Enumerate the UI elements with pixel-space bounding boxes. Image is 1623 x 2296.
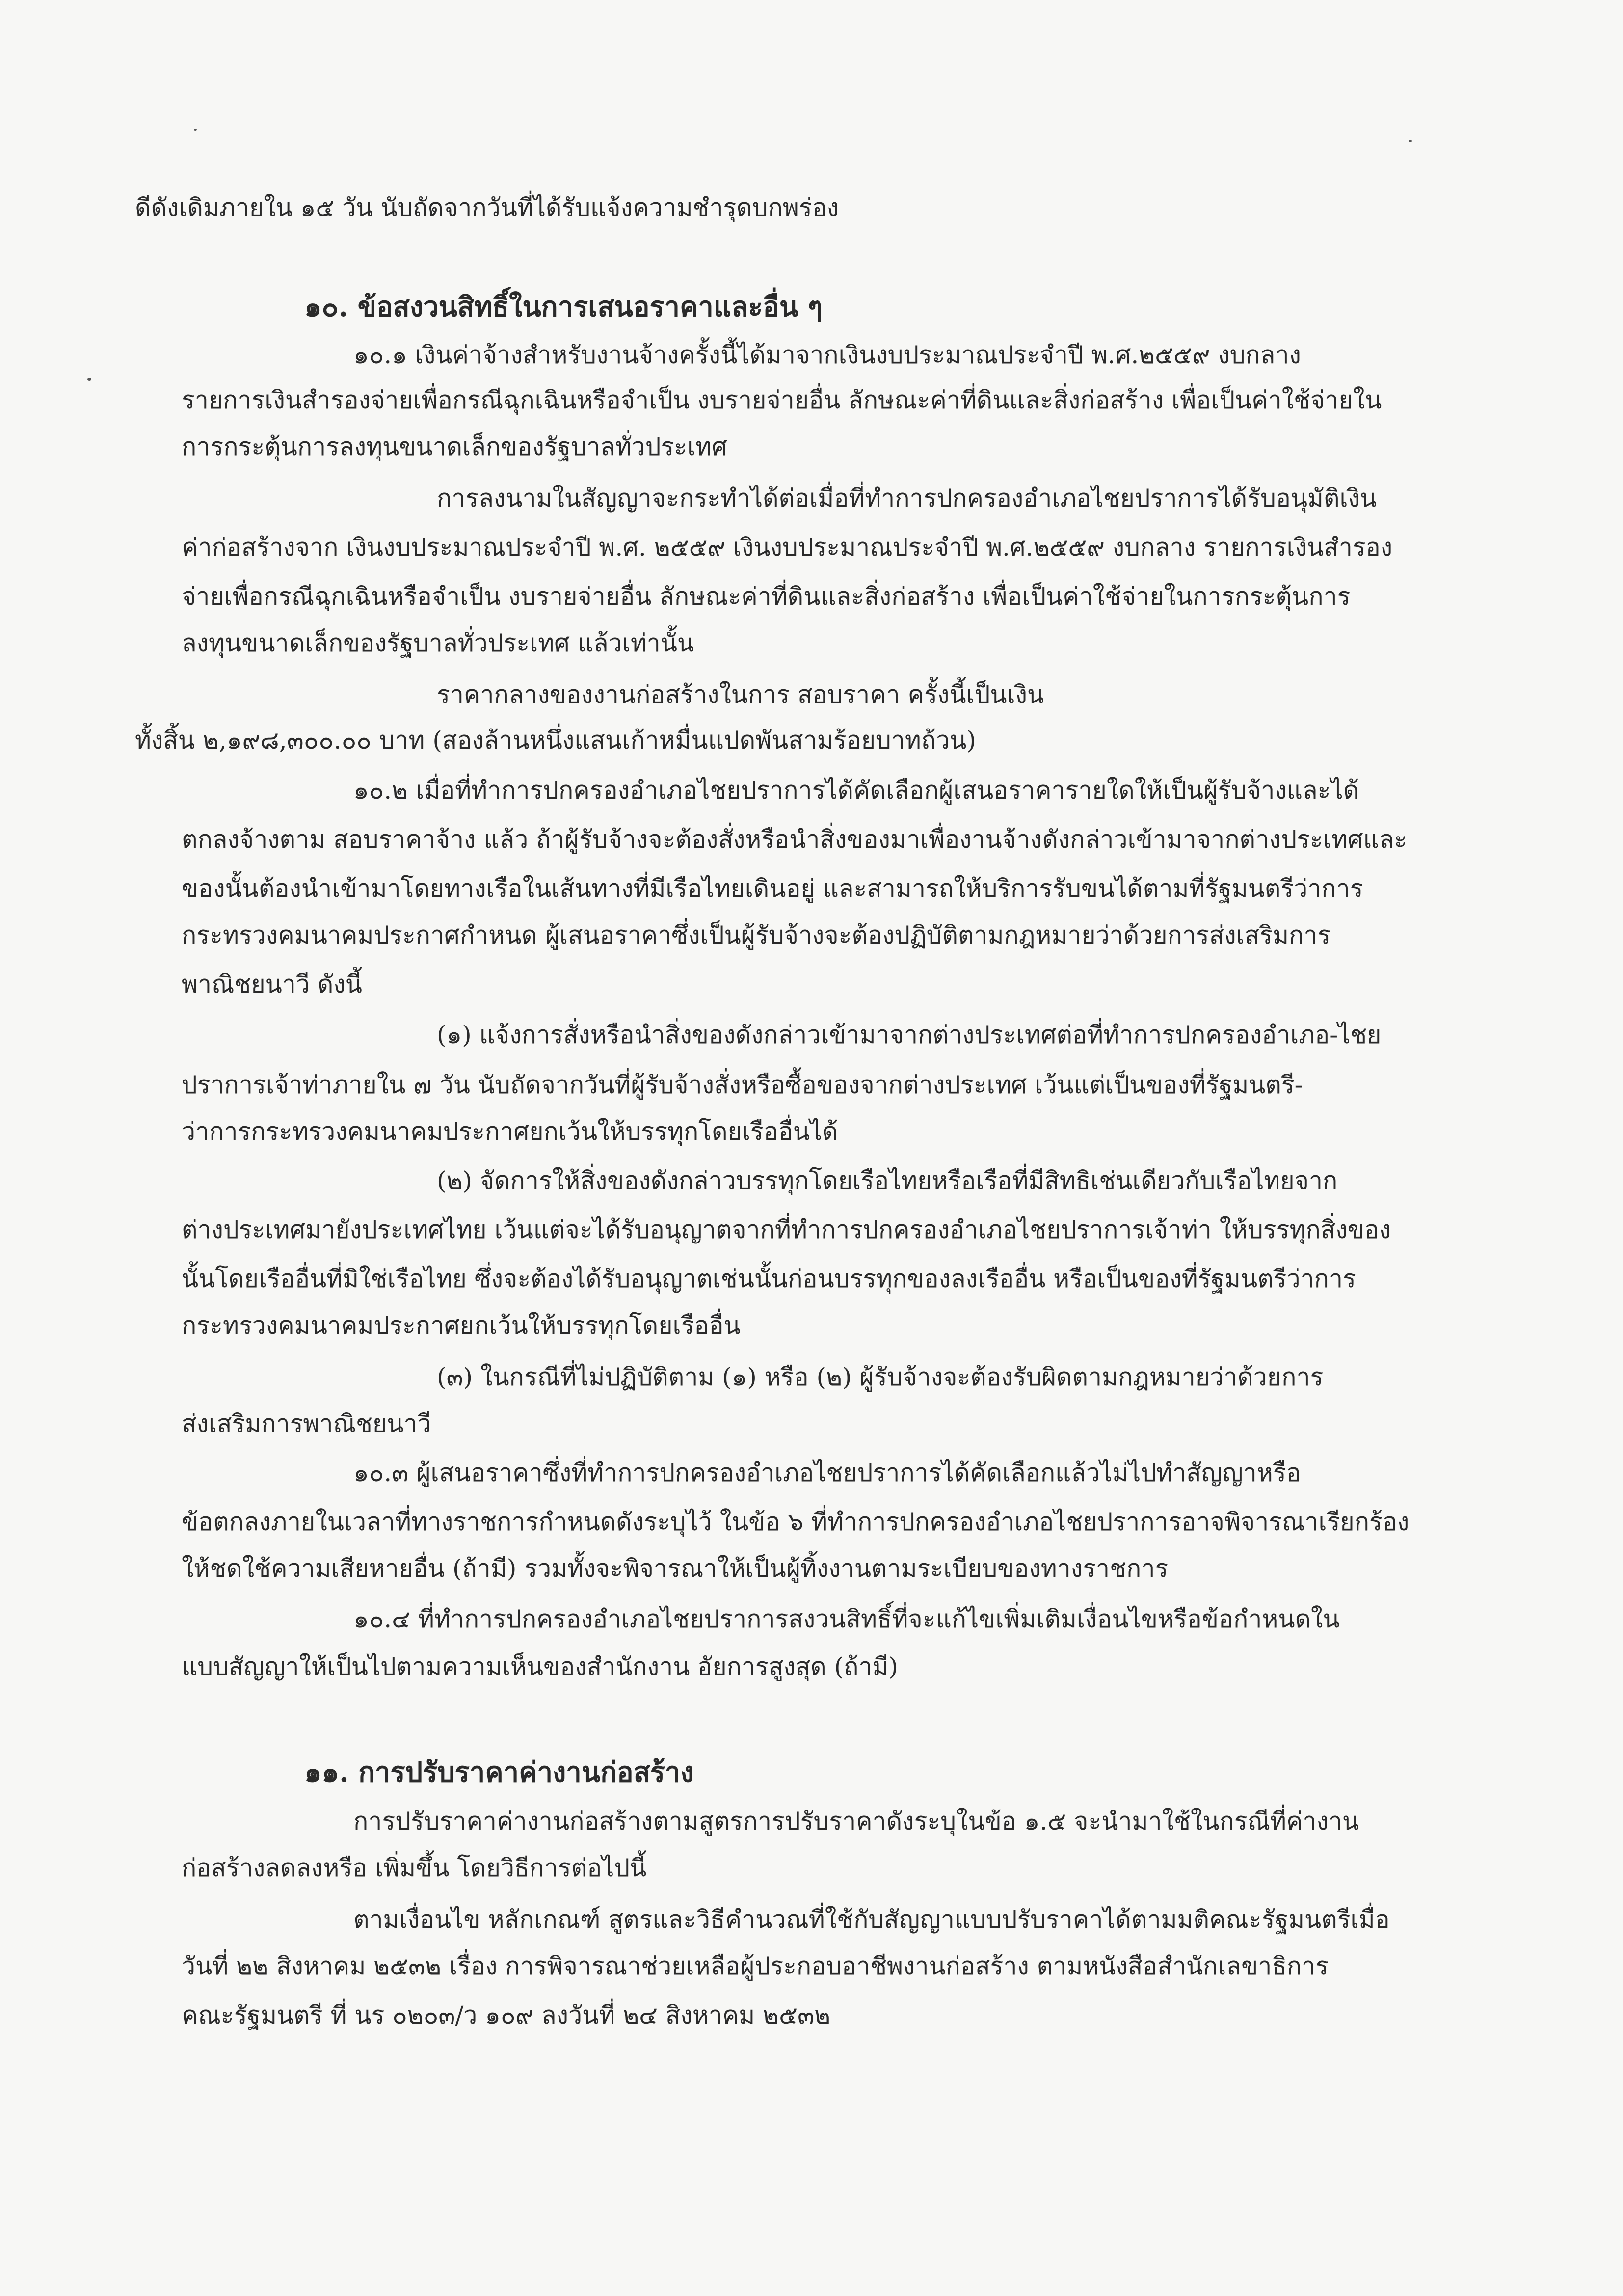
text-line: (๓) ในกรณีที่ไม่ปฏิบัติตาม (๑) หรือ (๒) ผู้รับจ้างจะต้องรับผิดตามกฎหมายว่าด้วยการ (437, 1363, 1324, 1391)
text-line: ตกลงจ้างตาม สอบราคาจ้าง แล้ว ถ้าผู้รับจ้างจะต้องสั่งหรือนำสิ่งของมาเพื่องานจ้างดังกล่าวเข้ามาจากต่างประเทศและ (182, 825, 1408, 854)
text-line: รายการเงินสำรองจ่ายเพื่อกรณีฉุกเฉินหรือจำเป็น งบรายจ่ายอื่น ลักษณะค่าที่ดินและสิ่งก่อสร้าง เพื่อเป็นค่าใช้จ่ายใน (182, 386, 1382, 414)
text-line: ๑๐.๓ ผู้เสนอราคาซึ่งที่ทำการปกครองอำเภอไชยปราการได้คัดเลือกแล้วไม่ไปทำสัญญาหรือ (353, 1459, 1301, 1487)
text-line: กระทรวงคมนาคมประกาศยกเว้นให้บรรทุกโดยเรืออื่น (182, 1311, 741, 1340)
text-line: พาณิชยนาวี ดังนี้ (182, 970, 362, 999)
text-line: ของนั้นต้องนำเข้ามาโดยทางเรือในเส้นทางที่มีเรือไทยเดินอยู่ และสามารถให้บริการรับขนได้ตามที่รัฐมนตรีว่าการ (182, 874, 1363, 903)
text-line: ๑๐.๔ ที่ทำการปกครองอำเภอไชยปราการสงวนสิทธิ์ที่จะแก้ไขเพิ่มเติมเงื่อนไขหรือข้อกำหนดใน (353, 1605, 1340, 1633)
text-line: ข้อตกลงภายในเวลาที่ทางราชการกำหนดดังระบุไว้ ในข้อ ๖ ที่ทำการปกครองอำเภอไชยปราการอาจพิจารณาเรียกร้อง (182, 1508, 1410, 1536)
text-line: ทั้งสิ้น ๒,๑๙๘,๓๐๐.๐๐ บาท (สองล้านหนึ่งแสนเก้าหมื่นแปดพันสามร้อยบาทถ้วน) (135, 726, 976, 755)
text-line: ให้ชดใช้ความเสียหายอื่น (ถ้ามี) รวมทั้งจะพิจารณาให้เป็นผู้ทิ้งงานตามระเบียบของทางราชการ (182, 1554, 1169, 1583)
text-line: การลงนามในสัญญาจะกระทำได้ต่อเมื่อที่ทำการปกครองอำเภอไชยปราการได้รับอนุมัติเงิน (437, 484, 1377, 513)
text-line: ก่อสร้างลดลงหรือ เพิ่มขึ้น โดยวิธีการต่อไปนี้ (182, 1854, 647, 1882)
text-line: แบบสัญญาให้เป็นไปตามความเห็นของสำนักงาน อัยการสูงสุด (ถ้ามี) (182, 1652, 898, 1681)
text-line: จ่ายเพื่อกรณีฉุกเฉินหรือจำเป็น งบรายจ่ายอื่น ลักษณะค่าที่ดินและสิ่งก่อสร้าง เพื่อเป็นค่าใช้จ่ายในการกระตุ้นการ (182, 582, 1351, 611)
text-line: ส่งเสริมการพาณิชยนาวี (182, 1409, 431, 1438)
text-line: ต่างประเทศมายังประเทศไทย เว้นแต่จะได้รับอนุญาตจากที่ทำการปกครองอำเภอไชยปราการเจ้าท่า ให้บรรทุกสิ่งของ (182, 1216, 1391, 1244)
text-line: ดีดังเดิมภายใน ๑๕ วัน นับถัดจากวันที่ได้รับแจ้งความชำรุดบกพร่อง (135, 193, 839, 222)
scan-speck (87, 378, 91, 381)
section-heading: ๑๑. การปรับราคาค่างานก่อสร้าง (304, 1756, 694, 1788)
text-line: ๑๐.๑ เงินค่าจ้างสำหรับงานจ้างครั้งนี้ได้มาจากเงินงบประมาณประจำปี พ.ศ.๒๕๕๙ งบกลาง (353, 341, 1301, 369)
text-line: (๒) จัดการให้สิ่งของดังกล่าวบรรทุกโดยเรือไทยหรือเรือที่มีสิทธิเช่นเดียวกับเรือไทยจาก (437, 1166, 1338, 1195)
scan-speck (194, 129, 197, 131)
text-line: คณะรัฐมนตรี ที่ นร ๐๒๐๓/ว ๑๐๙ ลงวันที่ ๒๔ สิงหาคม ๒๕๓๒ (182, 2001, 831, 2029)
text-line: การปรับราคาค่างานก่อสร้างตามสูตรการปรับราคาดังระบุในข้อ ๑.๕ จะนำมาใช้ในกรณีที่ค่างาน (353, 1807, 1359, 1836)
text-line: ตามเงื่อนไข หลักเกณฑ์ สูตรและวิธีคำนวณที่ใช้กับสัญญาแบบปรับราคาได้ตามมติคณะรัฐมนตรีเมื่อ (353, 1905, 1390, 1934)
section-heading: ๑๐. ข้อสงวนสิทธิ์ในการเสนอราคาและอื่น ๆ (304, 291, 823, 323)
text-line: กระทรวงคมนาคมประกาศกำหนด ผู้เสนอราคาซึ่งเป็นผู้รับจ้างจะต้องปฏิบัติตามกฎหมายว่าด้วยการส่งเสริมการ (182, 921, 1331, 949)
text-line: นั้นโดยเรืออื่นที่มิใช่เรือไทย ซึ่งจะต้องได้รับอนุญาตเช่นนั้นก่อนบรรทุกของลงเรืออื่น หรือเป็นของที่รัฐมนตรีว่าการ (182, 1265, 1356, 1293)
text-line: ๑๐.๒ เมื่อที่ทำการปกครองอำเภอไชยปราการได้คัดเลือกผู้เสนอราคารายใดให้เป็นผู้รับจ้างและได้ (353, 776, 1359, 805)
scan-speck (1409, 140, 1412, 142)
text-line: ว่าการกระทรวงคมนาคมประกาศยกเว้นให้บรรทุกโดยเรืออื่นได้ (182, 1117, 838, 1146)
text-line: การกระตุ้นการลงทุนขนาดเล็กของรัฐบาลทั่วประเทศ (182, 432, 727, 461)
text-line: ลงทุนขนาดเล็กของรัฐบาลทั่วประเทศ แล้วเท่านั้น (182, 629, 694, 657)
text-line: ค่าก่อสร้างจาก เงินงบประมาณประจำปี พ.ศ. ๒๕๕๙ เงินงบประมาณประจำปี พ.ศ.๒๕๕๙ งบกลาง รายการเงินสำรอง (182, 533, 1393, 562)
text-line: ปราการเจ้าท่าภายใน ๗ วัน นับถัดจากวันที่ผู้รับจ้างสั่งหรือซื้อของจากต่างประเทศ เว้นแต่เป็นของที่รัฐมนตรี- (182, 1071, 1303, 1099)
text-line: วันที่ ๒๒ สิงหาคม ๒๕๓๒ เรื่อง การพิจารณาช่วยเหลือผู้ประกอบอาชีพงานก่อสร้าง ตามหนังสือสำนักเลขาธิการ (182, 1952, 1329, 1980)
text-line: (๑) แจ้งการสั่งหรือนำสิ่งของดังกล่าวเข้ามาจากต่างประเทศต่อที่ทำการปกครองอำเภอ-ไชย (437, 1021, 1382, 1049)
text-line: ราคากลางของงานก่อสร้างในการ สอบราคา ครั้งนี้เป็นเงิน (437, 680, 1044, 709)
